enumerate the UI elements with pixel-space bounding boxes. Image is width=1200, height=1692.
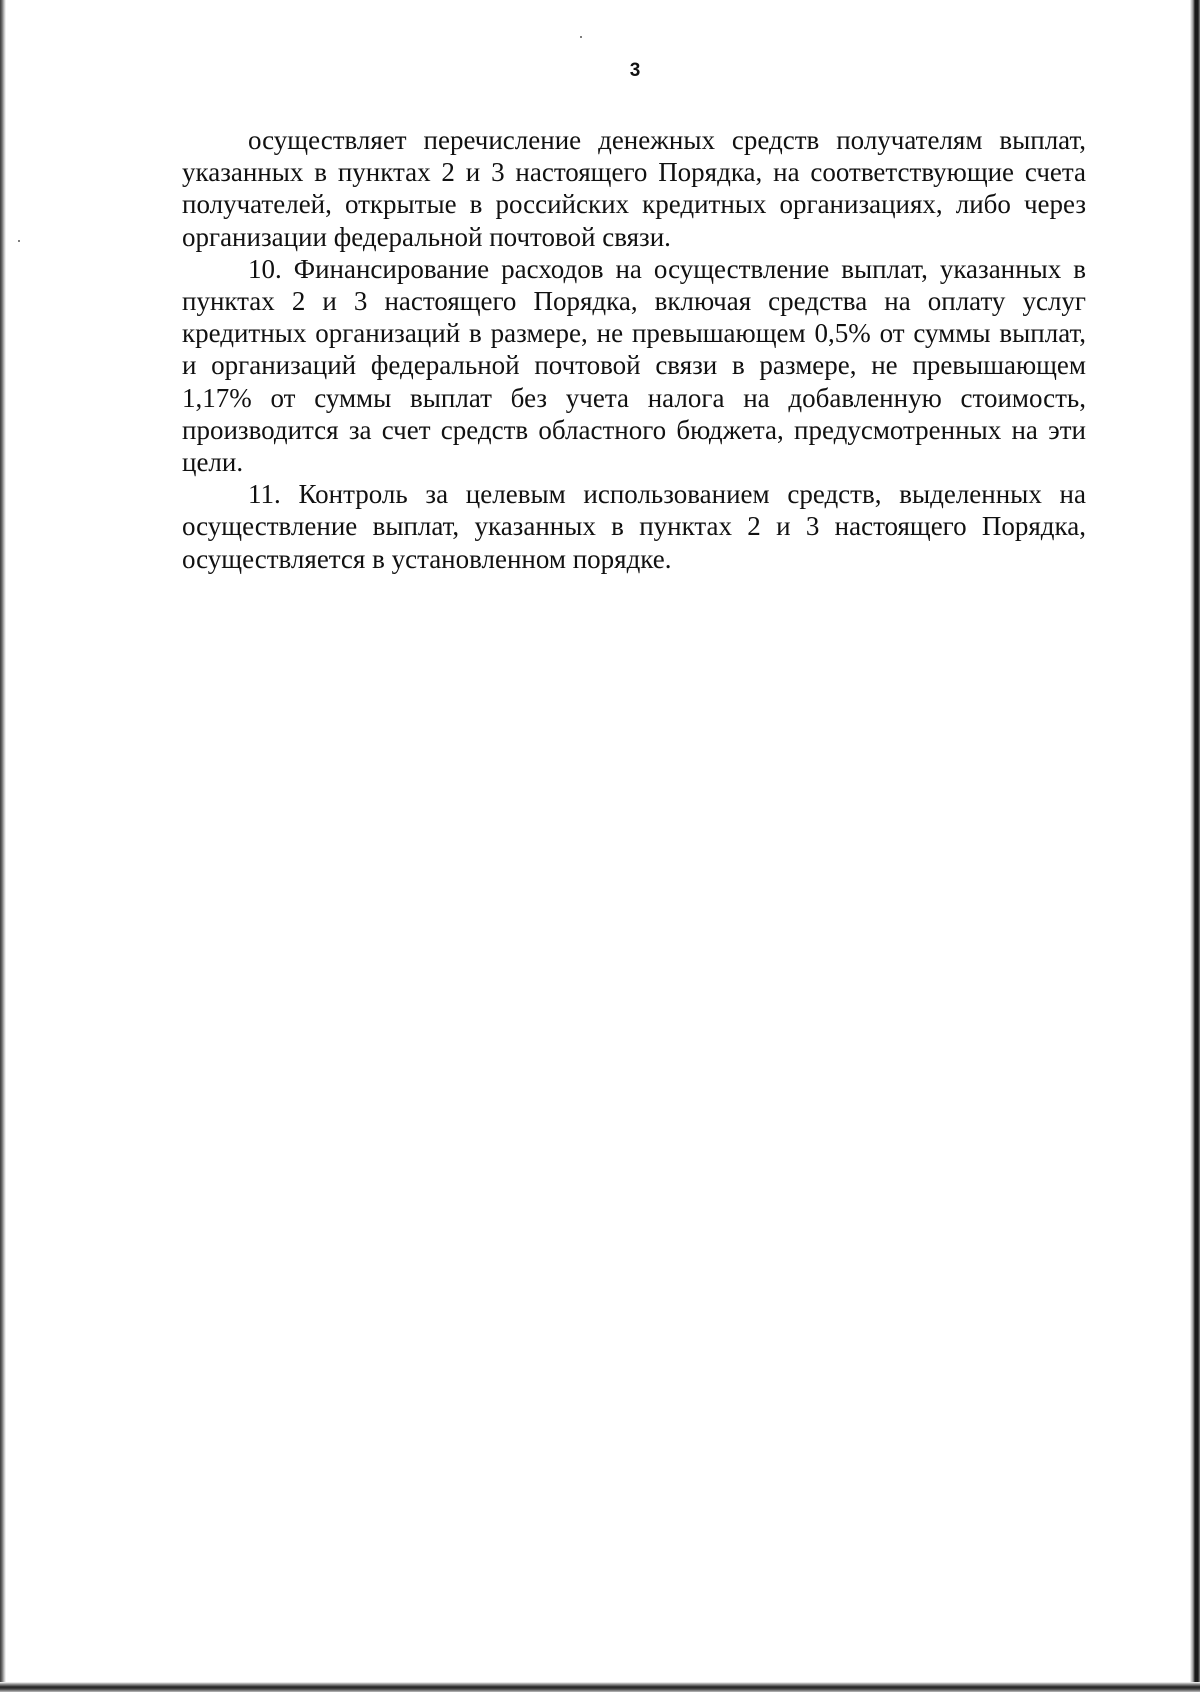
scan-speck xyxy=(18,240,20,242)
scan-bottom-edge xyxy=(0,1682,1200,1692)
page-number: 3 xyxy=(629,60,641,81)
scan-speck xyxy=(580,36,582,38)
scan-right-edge xyxy=(1190,0,1200,1692)
paragraph-item-10: 10. Финансирование расходов на осуществление выплат, указанных в пунктах 2 и 3 настоящего Порядка, включая средства на оплату услуг кредитных организаций в размере, не превышающем 0,5% от суммы выплат, и организаций федеральной почтовой связи в размере, не превышающем 1,17% от суммы выплат без учета налога на добавленную стоимость, производится за счет средств областного бюджета, предусмотренных на эти цели. xyxy=(182,253,1086,478)
paragraph-continuation: осуществляет перечисление денежных средств получателям выплат, указанных в пунктах 2 и 3 настоящего Порядка, на соответствующие счета получателей, открытые в российских кредитных организациях, либо через организации федеральной почтовой связи. xyxy=(182,125,1086,252)
paragraph-item-11: 11. Контроль за целевым использованием средств, выделенных на осуществление выплат, указанных в пунктах 2 и 3 настоящего Порядка, осуществляется в установленном порядке. xyxy=(182,479,1086,574)
document-body xyxy=(182,124,1086,575)
scan-left-edge xyxy=(0,0,6,1692)
